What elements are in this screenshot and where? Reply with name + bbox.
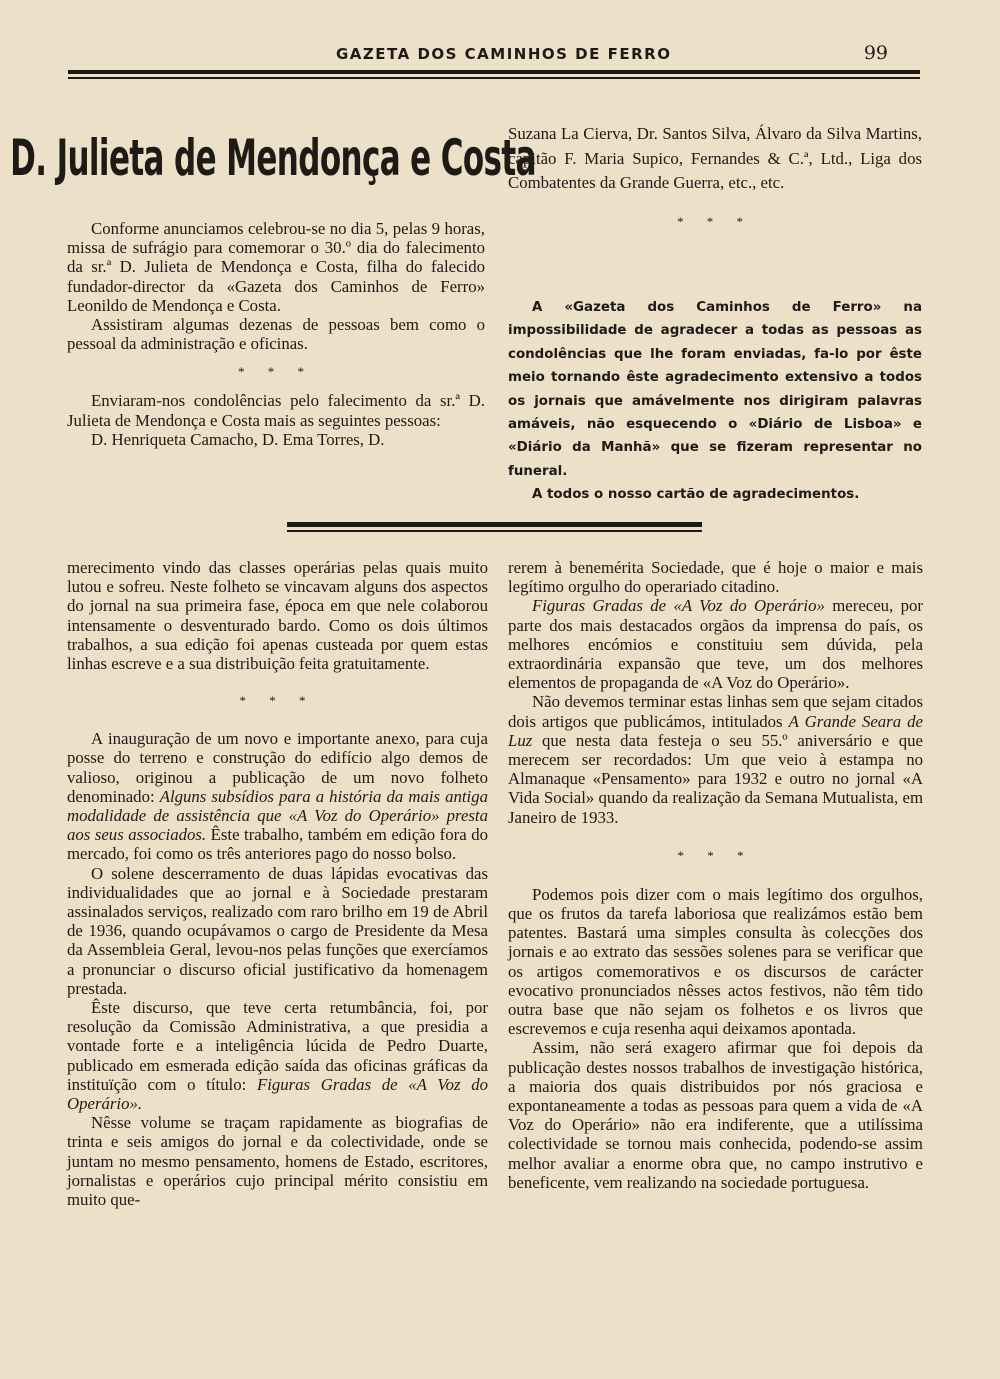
section-separator: * * * (677, 847, 754, 863)
section-divider-thin (287, 530, 702, 532)
body-paragraph: Êste discurso, que teve certa retumbância, foi, por resolução da Comissão Administrativa, a que presidia a vontade forte e a inteligência lúcida de Pedro Duarte, publicado em esmerada edição saída das oficinas gráficas da instituïção com o título: Figuras Gradas de «A Voz do Operário». (67, 998, 488, 1114)
body-paragraph: Assim, não será exagero afirmar que foi depois da publicação destes nossos trabalhos de investigação histórica, a maioria dos quais distribuidos por nós graciosa e expontaneamente a todas as pessoas para quem a vida de «A Voz do Operário» não era indiferente, que a utilíssima colectividade se tornou mais conhecida, podendo-se assim melhor avaliar a enorme obra que, no campo instrutivo e beneficente, vem realizando na sociedade portuguesa. (508, 1038, 923, 1192)
body-paragraph: Nêsse volume se traçam rapidamente as biografias de trinta e seis amigos do jornal e da colectividade, onde se juntam no mesmo pensamento, homens de Estado, escritores, jornalistas e operários cujo principal mérito consistiu em muito que- (67, 1113, 488, 1210)
body-paragraph: merecimento vindo das classes operárias pelas quais muito lutou e sofreu. Neste folheto se vincavam alguns dos aspectos do jornal na sua primeira fase, época em que nele colaborou intensamente o desventurado bardo. Como os dois últimos trabalhos, a sua edição foi apenas custeada por quem estas linhas escreve e a sua distribuição feita gratuitamente. (67, 558, 488, 674)
body-paragraph: Podemos pois dizer com o mais legítimo dos orgulhos, que os frutos da tarefa laboriosa que realizámos estão bem patentes. Bastará uma simples consulta às colecções dos jornais e ao extrato das sessões solenes para se verificar que os artigos comemorativos e os discursos de carácter evocativo pronunciados nêsses actos festivos, não têm tido outra base que não sejam os folhetos e os livros que escrevemos e cuja resenha aqui deixamos apontada. (508, 884, 923, 1039)
body-paragraph: rerem à benemérita Sociedade, que é hoje o maior e mais legítimo orgulho do operariado citadino. (508, 558, 923, 597)
article-paragraph: Conforme anunciamos celebrou-se no dia 5, pelas 9 horas, missa de sufrágio para comemorar o 30.º dia do falecimento da sr.ª D. Julieta de Mendonça e Costa, filha do falecido fundador-director da «Gazeta dos Caminhos de Ferro» Leonildo de Mendonça e Costa. (67, 219, 485, 315)
thanks-closing: A todos o nosso cartão de agradecimentos. (532, 487, 860, 503)
section-separator: * * * (238, 364, 314, 380)
article-title-text: D. Julieta de Mendonça e Costa (10, 129, 536, 187)
continued-right-column (508, 558, 923, 1192)
body-paragraph: O solene descerramento de duas lápidas evocativas das individualidades que ao jornal e à Sociedade prestaram assinalados serviços, realizado com raro brilho em 19 de Abril de 1936, quando ocupávamos o cargo de Presidente da Mesa da Assembleia Geral, levou-nos pelas funções que exercíamos a pronunciar o discurso oficial justificativo da homenagem prestada. (67, 863, 488, 998)
body-paragraph: Figuras Gradas de «A Voz do Operário» mereceu, por parte dos mais destacados orgãos da imprensa do país, os melhores encómios e constituiu sem dúvida, pela extraordinária expansão que teve, um dos melhores elementos de propaganda de «A Voz do Operário». (508, 596, 923, 693)
continued-left-column (67, 558, 488, 1209)
header-rule (68, 70, 920, 74)
header-rule-thin (68, 77, 920, 79)
article-left-column (67, 219, 485, 449)
thanks-paragraph: A «Gazeta dos Caminhos de Ferro» na impossibilidade de agradecer a todas as pessoas as condolências que lhe foram enviadas, fa-lo por êste meio tornando êste agradecimento extensivo a todos os jornais que amávelmente nos dirigiram palavras amáveis, não esquecendo o «Diário de Lisboa» e «Diário da Manhã» que se fizeram representar no funeral. (508, 300, 922, 479)
article-paragraph: Assistiram algumas dezenas de pessoas bem como o pessoal da administração e oficinas. (67, 315, 485, 354)
section-separator: * * * (239, 693, 316, 709)
body-paragraph: A inauguração de um novo e importante anexo, para cuja posse do terreno e construção do edifício algo demos de valioso, originou a publicação de um novo folheto denominado: Alguns subsídios para a história da mais antiga modalidade de assistência que «A Voz do Operário» presta aos seus associados. Êste trabalho, também em edição fora do mercado, foi como os três anteriores pago do nosso bolso. (67, 729, 488, 864)
journal-name: GAZETA DOS CAMINHOS DE FERRO (336, 45, 672, 63)
section-divider (287, 522, 702, 527)
article-paragraph: D. Henriqueta Camacho, D. Ema Torres, D. (91, 429, 385, 449)
article-paragraph: Suzana La Cierva, Dr. Santos Silva, Álvaro da Silva Martins, capitão F. Maria Supico, Fernandes & C.ª, Ltd., Liga dos Combatentes da Grande Guerra, etc., etc. (508, 124, 922, 192)
article-right-column (508, 122, 922, 274)
article-paragraph: Enviaram-nos condolências pelo falecimento da sr.ª D. Julieta de Mendonça e Costa mais as seguintes pessoas: (67, 391, 485, 430)
page-header (68, 40, 920, 90)
thanks-notice (508, 296, 922, 507)
section-separator: * * * (677, 213, 753, 229)
page-number: 99 (863, 42, 888, 64)
article-title (10, 115, 536, 201)
body-paragraph: Não devemos terminar estas linhas sem que sejam citados dois artigos que publicámos, intitulados A Grande Seara de Luz que nesta data festeja o seu 55.º aniversário e que merecem ser recordados: Um que veio à estampa no Almanaque «Pensamento» para 1932 e outro no jornal «A Vida Social» quando da realização da Semana Mutualista, em Janeiro de 1933. (508, 692, 923, 827)
